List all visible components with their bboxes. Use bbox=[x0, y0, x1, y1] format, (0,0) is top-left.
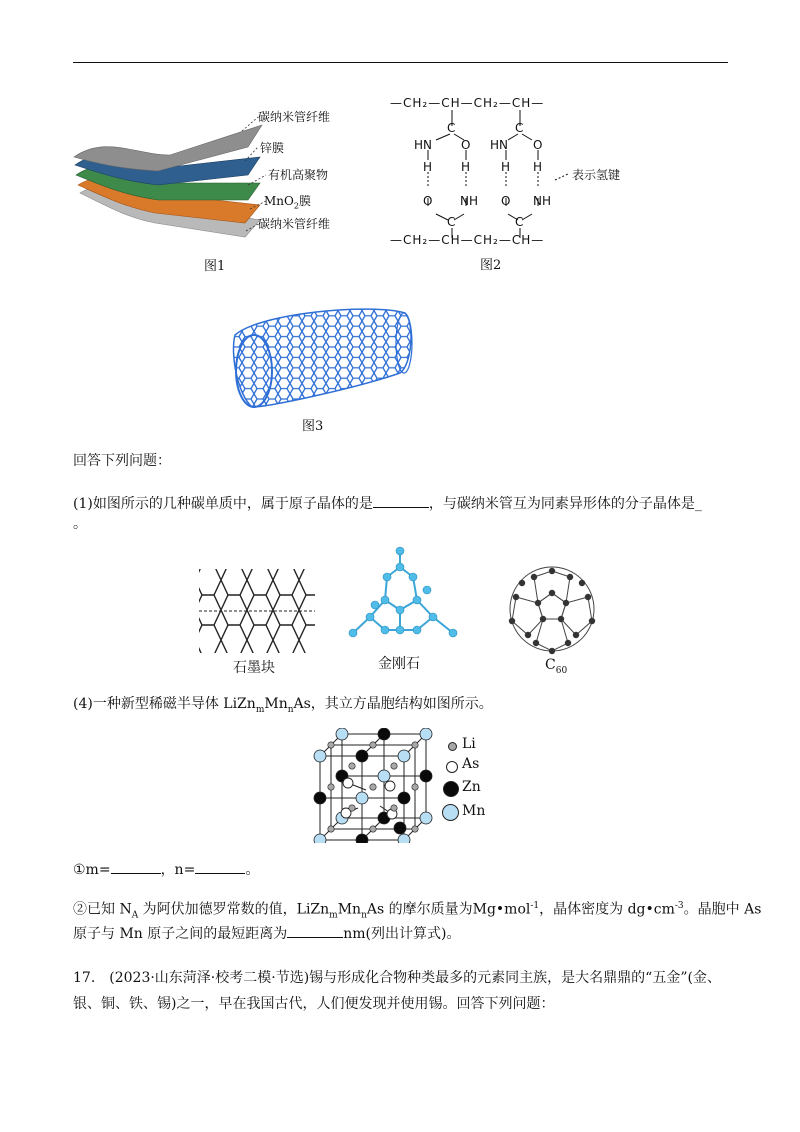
nanotube-image bbox=[230, 295, 420, 413]
atom-c: C bbox=[447, 215, 456, 229]
diamond-label: 金刚石 bbox=[378, 656, 420, 672]
figure-1-caption: 图1 bbox=[204, 259, 226, 274]
hbond-label: 表示氢键 bbox=[572, 168, 621, 182]
label-zinc: 锌膜 bbox=[260, 141, 285, 155]
header-rule bbox=[73, 62, 728, 63]
diamond-image bbox=[345, 545, 465, 650]
as-atom-icon bbox=[446, 761, 458, 773]
answer-blank-atomic-crystal[interactable] bbox=[373, 507, 429, 508]
label-cnt-bottom: 碳纳米管纤维 bbox=[258, 217, 331, 231]
intro-text: 回答下列问题： bbox=[73, 453, 171, 469]
c60-image bbox=[500, 563, 610, 655]
atom-h: H bbox=[501, 160, 511, 174]
atom-h: H bbox=[533, 160, 543, 174]
mn-atom-icon bbox=[442, 804, 459, 821]
graphite-image bbox=[195, 565, 320, 657]
atom-c: C bbox=[515, 121, 524, 135]
atom-c: C bbox=[447, 121, 456, 135]
li-atom-icon bbox=[448, 742, 457, 751]
atom-c: C bbox=[515, 215, 524, 229]
atom-nh: NH bbox=[533, 194, 551, 208]
graphite-label: 石墨块 bbox=[233, 660, 275, 676]
atom-h: H bbox=[461, 160, 471, 174]
question-17-line-1: 17. (2023·山东菏泽·校考二模·节选)锡与形成化合物种类最多的元素同主族，是大名鼎鼎的“五金”(金、 bbox=[73, 970, 721, 986]
sub-question-2-line-1: ②已知 $N_A$ 为阿伏加德罗常数的值，$LiZn_mMn_nAs$ 的摩尔质量为Mg•mol$^{-1}$，晶体密度为 $dg•cm^{-3}$。晶胞中 As bbox=[73, 901, 762, 921]
atom-nh: NH bbox=[460, 194, 478, 208]
atom-o: O bbox=[423, 194, 433, 208]
figure-2 bbox=[390, 92, 650, 272]
sub-question-1: ①m= ，n= 。 bbox=[73, 862, 260, 878]
figure-2-caption: 图2 bbox=[480, 258, 502, 273]
label-polymer: 有机高聚物 bbox=[268, 168, 329, 182]
figure-3-caption: 图3 bbox=[302, 419, 324, 434]
atom-o: O bbox=[461, 138, 471, 152]
c60-label: $C_{60}$ bbox=[545, 657, 568, 676]
atom-h: H bbox=[423, 160, 433, 174]
bottom-chain: —CH₂—CH—CH₂—CH— bbox=[390, 233, 545, 247]
question-4: (4)一种新型稀磁半导体 $LiZn_mMn_nAs$，其立方晶胞结构如图所示。 bbox=[73, 696, 493, 715]
unit-cell-legend: Li As Zn Mn bbox=[442, 736, 522, 836]
answer-blank-n[interactable] bbox=[195, 873, 245, 874]
question-1: (1)如图所示的几种碳单质中，属于原子晶体的是 ，与碳纳米管互为同素异形体的分子晶体是_ bbox=[73, 496, 702, 512]
figure-3 bbox=[230, 295, 420, 435]
label-mno2: MnO$_2$膜 bbox=[264, 194, 311, 211]
zn-atom-icon bbox=[443, 781, 459, 797]
atom-hn: HN bbox=[414, 138, 432, 152]
top-chain: —CH₂—CH—CH₂—CH— bbox=[390, 96, 545, 110]
question-17-line-2: 银、铜、铁、锡)之一，早在我国古代，人们便发现并使用锡。回答下列问题： bbox=[73, 996, 555, 1012]
carbon-allotropes bbox=[195, 545, 615, 680]
label-cnt-top: 碳纳米管纤维 bbox=[258, 110, 331, 124]
question-1-end: 。 bbox=[73, 516, 87, 532]
answer-blank-m[interactable] bbox=[111, 873, 161, 874]
atom-hn: HN bbox=[490, 138, 508, 152]
atom-o: O bbox=[501, 194, 511, 208]
answer-blank-distance[interactable] bbox=[287, 937, 343, 938]
figure-1 bbox=[70, 105, 370, 274]
sub-question-2-line-2: 原子与 Mn 原子之间的最短距离为 nm(列出计算式)。 bbox=[73, 926, 461, 942]
atom-o: O bbox=[533, 138, 543, 152]
